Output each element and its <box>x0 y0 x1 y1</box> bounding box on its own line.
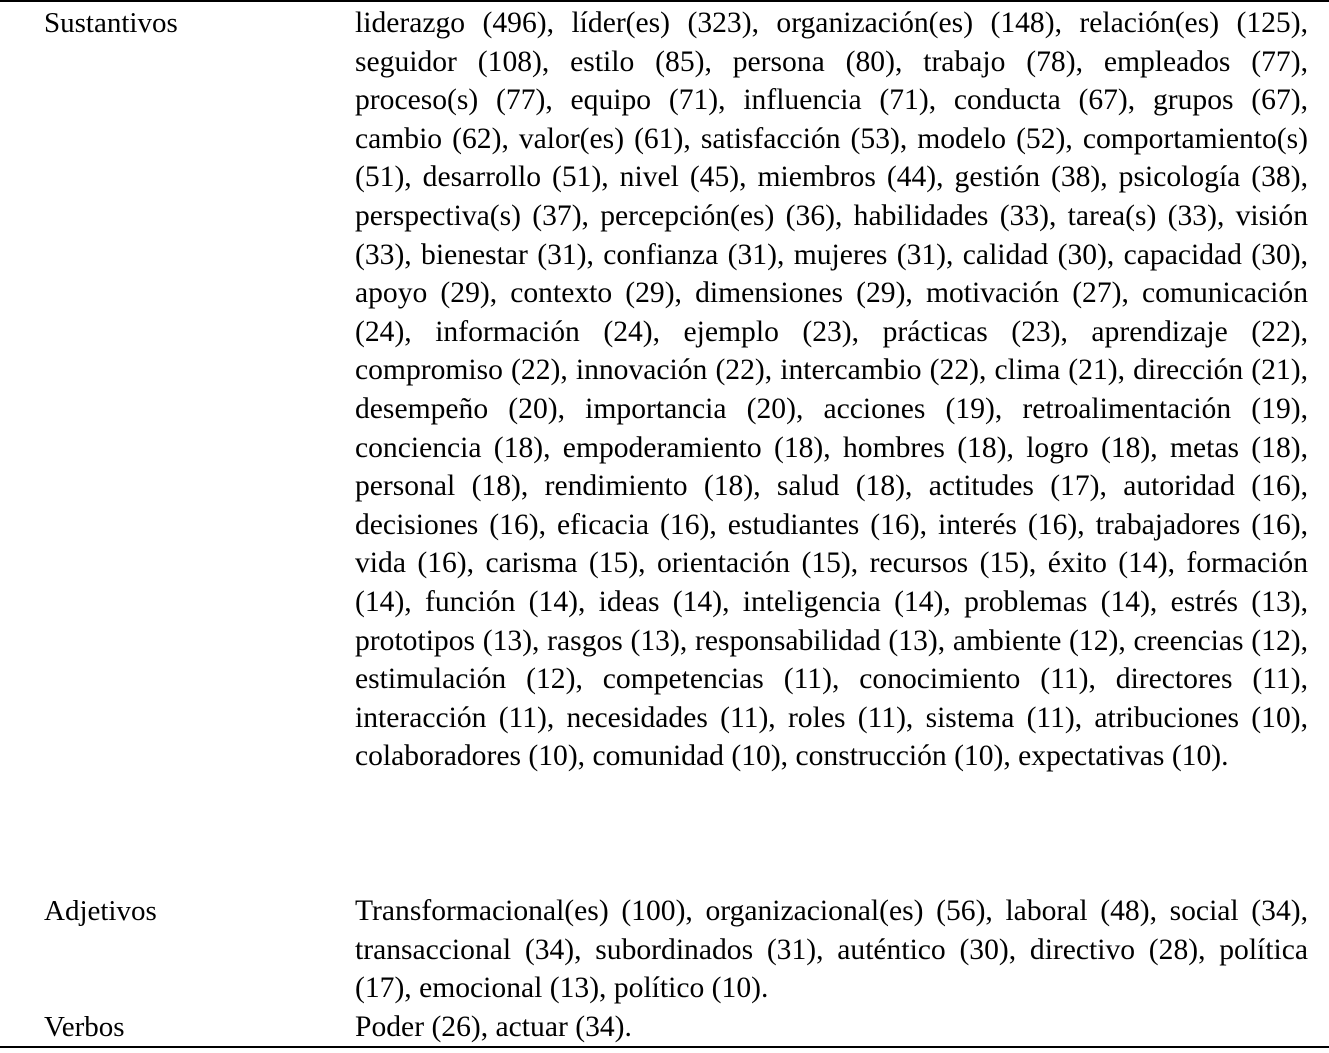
word-list: Transformacional(es) (100), organizacional(es) (56), laboral (48), social (34), transaccional (34), subordinados (31), auténtico (30), directivo (28), política (17), emocional (13), político (10). <box>355 895 1308 1005</box>
category-label: Sustantivos <box>44 7 178 39</box>
word-list: liderazgo (496), líder(es) (323), organización(es) (148), relación(es) (125), seguidor (108), estilo (85), persona (80), trabajo (78), empleados (77), proceso(s) (77), equipo (71), influencia (71), conducta (67), grupos (67), cambio (62), valor(es) (61), satisfacción (53), modelo (52), comportamiento(s) (51), desarrollo (51), nivel (45), miembros (44), gestión (38), psicología (38), perspectiva(s) (37), percepción(es) (36), habilidades (33), tarea(s) (33), visión (33), bienestar (31), confianza (31), mujeres (31), calidad (30), capacidad (30), apoyo (29), contexto (29), dimensiones (29), motivación (27), comunicación (24), información (24), ejemplo (23), prácticas (23), aprendizaje (22), compromiso (22), innovación (22), intercambio (22), clima (21), dirección (21), desempeño (20), importancia (20), acciones (19), retroalimentación (19), conciencia (18), empoderamiento (18), hombres (18), logro (18), metas (18), personal (18), rendimiento (18), salud (18), actitudes (17), autoridad (16), decisiones (16), eficacia (16), estudiantes (16), interés (16), trabajadores (16), vida (16), carisma (15), orientación (15), recursos (15), éxito (14), formación (14), función (14), ideas (14), inteligencia (14), problemas (14), estrés (13), prototipos (13), rasgos (13), responsabilidad (13), ambiente (12), creencias (12), estimulación (12), competencias (11), conocimiento (11), directores (11), interacción (11), necesidades (11), roles (11), sistema (11), atribuciones (10), colaboradores (10), comunidad (10), construcción (10), expectativas (10). <box>355 7 1308 773</box>
word-list: Poder (26), actuar (34). <box>355 1011 632 1043</box>
table-top-rule <box>0 0 1329 2</box>
table-bottom-rule <box>0 1046 1329 1048</box>
category-label: Verbos <box>44 1011 125 1043</box>
category-label: Adjetivos <box>44 895 157 927</box>
